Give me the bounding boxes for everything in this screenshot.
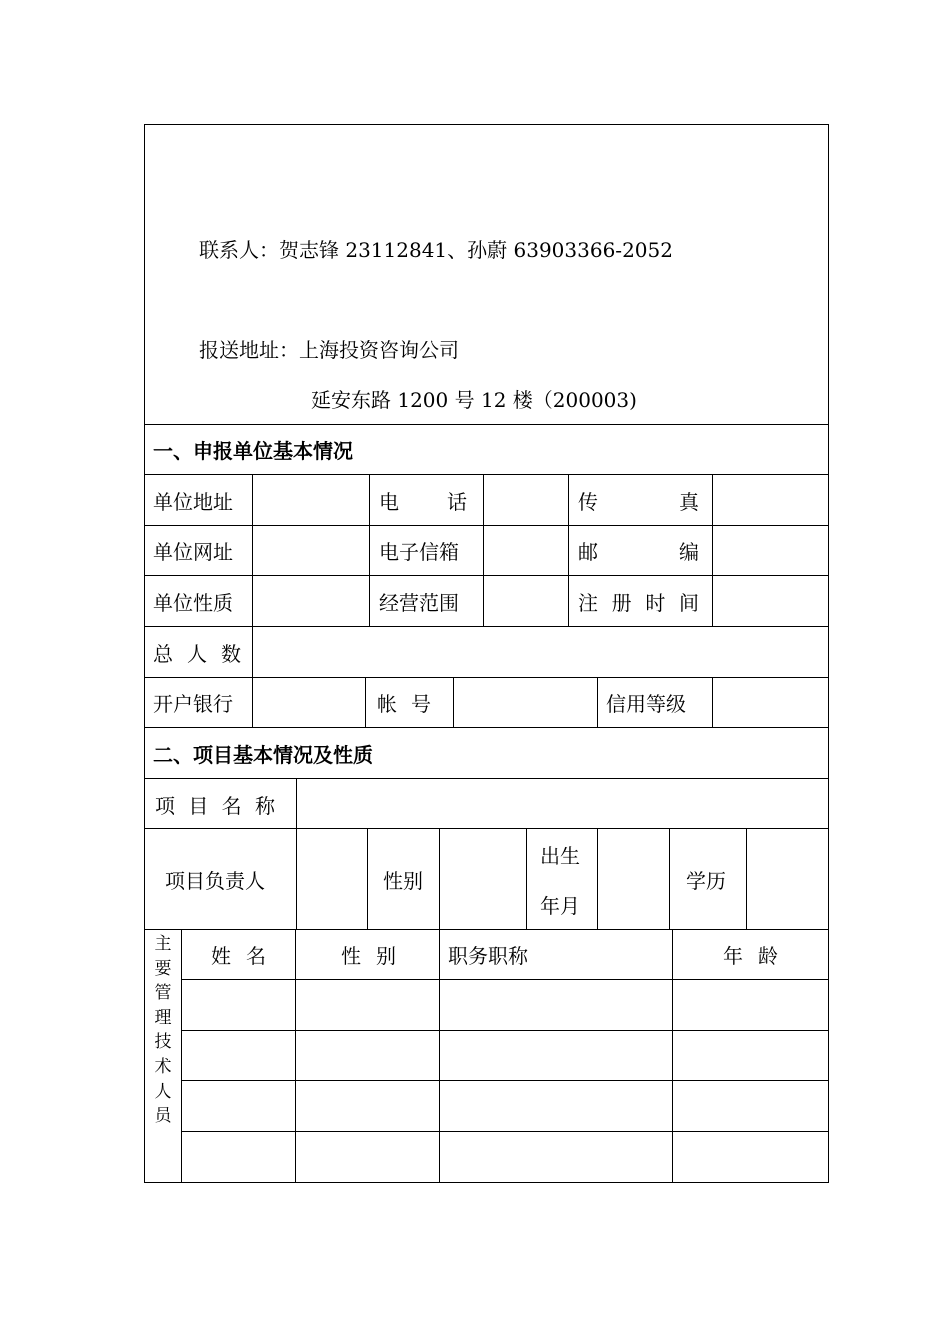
col-divider bbox=[597, 677, 598, 727]
label-project-name: 项 目 名 称 bbox=[155, 794, 275, 818]
label-leader-gender: 性别 bbox=[383, 869, 423, 893]
col-divider bbox=[296, 778, 297, 828]
row-divider bbox=[181, 979, 829, 980]
col-divider bbox=[369, 474, 370, 626]
col-header-title: 职务职称 bbox=[448, 944, 528, 968]
col-divider bbox=[712, 474, 713, 626]
label-birth-line-1: 出生 bbox=[540, 844, 580, 868]
col-divider bbox=[672, 929, 673, 1183]
col-divider bbox=[568, 474, 569, 626]
row-divider bbox=[144, 677, 829, 678]
col-divider bbox=[252, 474, 253, 626]
label-education: 学历 bbox=[686, 869, 726, 893]
col-divider bbox=[669, 828, 670, 929]
label-headcount: 总 人 数 bbox=[153, 642, 241, 666]
label-account: 帐 号 bbox=[377, 692, 431, 716]
col-divider bbox=[295, 929, 296, 1183]
col-header-age: 年 龄 bbox=[723, 944, 778, 968]
col-divider bbox=[296, 828, 297, 929]
col-divider bbox=[526, 828, 527, 929]
col-divider bbox=[252, 677, 253, 727]
row-divider bbox=[144, 727, 829, 728]
row-divider bbox=[144, 828, 829, 829]
section-1-title: 一、申报单位基本情况 bbox=[153, 439, 353, 463]
label-website: 单位网址 bbox=[153, 540, 233, 564]
col-divider bbox=[712, 677, 713, 727]
row-divider bbox=[144, 474, 829, 475]
row-divider bbox=[144, 778, 829, 779]
label-project-leader: 项目负责人 bbox=[165, 869, 265, 893]
label-phone: 电 话 bbox=[379, 490, 467, 514]
col-divider bbox=[367, 828, 368, 929]
label-bank: 开户银行 bbox=[153, 692, 233, 716]
row-divider bbox=[181, 1080, 829, 1081]
col-divider bbox=[181, 929, 182, 1183]
col-header-gender: 性 别 bbox=[341, 944, 396, 968]
row-divider bbox=[144, 424, 829, 425]
col-divider bbox=[453, 677, 454, 727]
label-business-scope: 经营范围 bbox=[379, 591, 459, 615]
label-postcode: 邮 编 bbox=[578, 540, 699, 564]
row-divider bbox=[144, 929, 829, 930]
contact-line: 联系人：贺志锋 23112841、孙蔚 63903366-2052 bbox=[199, 238, 673, 262]
address-line-2: 延安东路 1200 号 12 楼（200003) bbox=[311, 388, 637, 412]
col-divider bbox=[252, 626, 253, 677]
section-2-title: 二、项目基本情况及性质 bbox=[153, 743, 373, 767]
col-divider bbox=[365, 677, 366, 727]
col-header-name: 姓 名 bbox=[211, 944, 266, 968]
col-divider bbox=[597, 828, 598, 929]
row-divider bbox=[144, 575, 829, 576]
label-fax: 传 真 bbox=[578, 490, 699, 514]
label-birth-line-2: 年月 bbox=[540, 894, 580, 918]
col-divider bbox=[439, 929, 440, 1183]
row-divider bbox=[181, 1131, 829, 1132]
label-email: 电子信箱 bbox=[379, 540, 459, 564]
form-table bbox=[144, 124, 829, 1183]
label-unit-address: 单位地址 bbox=[153, 490, 233, 514]
label-credit-rating: 信用等级 bbox=[606, 692, 686, 716]
col-divider bbox=[746, 828, 747, 929]
col-divider bbox=[483, 474, 484, 626]
address-line-1: 报送地址：上海投资咨询公司 bbox=[199, 338, 459, 362]
label-registration-time: 注 册 时 间 bbox=[578, 591, 699, 615]
row-divider bbox=[144, 525, 829, 526]
row-divider bbox=[144, 626, 829, 627]
label-unit-nature: 单位性质 bbox=[153, 591, 233, 615]
row-divider bbox=[181, 1030, 829, 1031]
label-key-staff-vertical: 主 要 管 理 技 术 人 员 bbox=[154, 934, 172, 1127]
col-divider bbox=[439, 828, 440, 929]
